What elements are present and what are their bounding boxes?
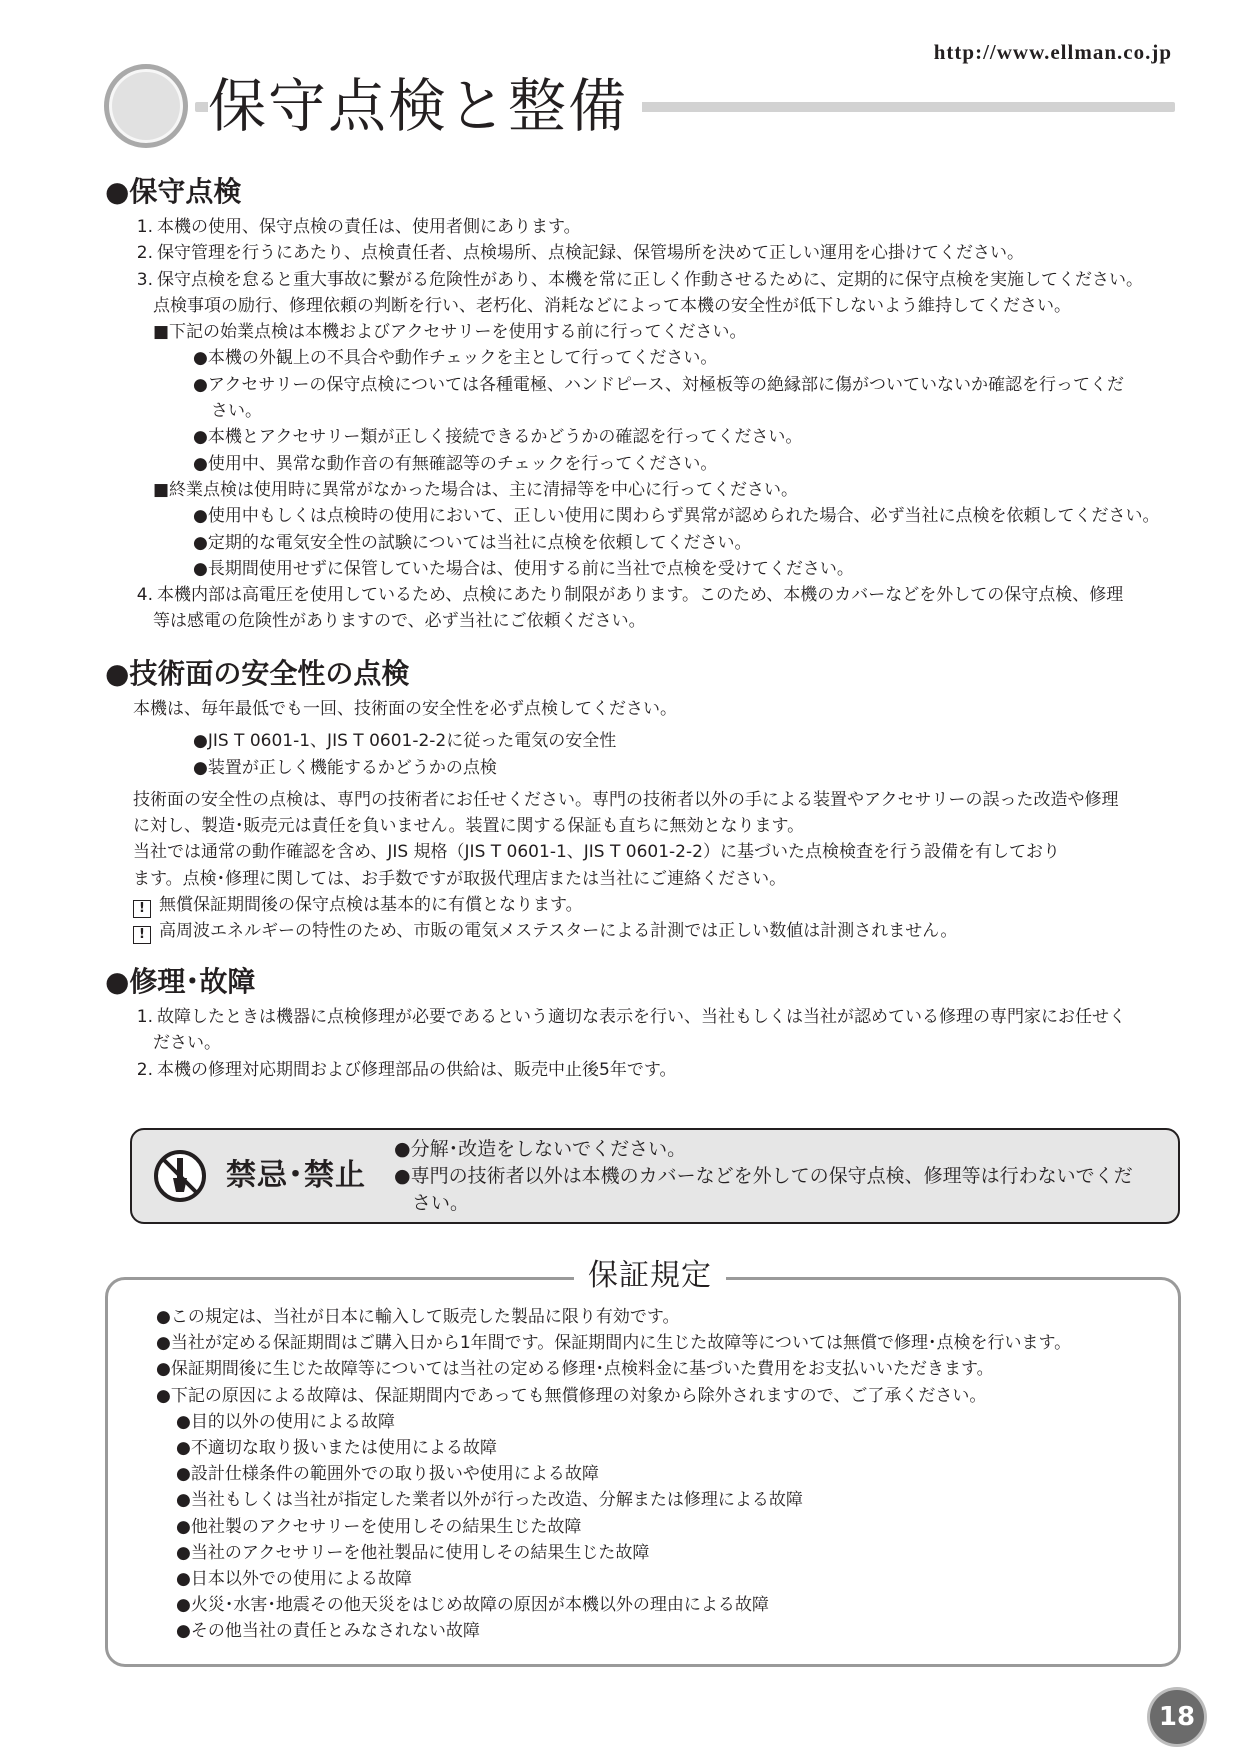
page-title: 保守点検と整備 (208, 66, 642, 146)
prohibition-box (130, 1128, 1180, 1224)
list-item: 2. 保守管理を行うにあたり、点検責任者、点検場所、点検記録、保管場所を決めて正しい運用を心掛けてください。 (136, 243, 1024, 264)
section-heading-technical-safety: ●技術面の安全性の点検 (105, 657, 410, 690)
caution-icon: ! (133, 900, 151, 918)
list-item: ●当社もしくは当社が指定した業者以外が行った改造、分解または修理による故障 (176, 1490, 803, 1511)
title-circle-icon (104, 64, 188, 148)
list-item: 4. 本機内部は高電圧を使用しているため、点検にあたり制限があります。このため、本機のカバーなどを外しての保守点検、修理 (136, 585, 1124, 606)
list-item: ●他社製のアクセサリーを使用しその結果生じた故障 (176, 1516, 582, 1537)
list-item: 3. 保守点検を怠ると重大事故に繋がる危険性があり、本機を常に正しく作動させるために、定期的に保守点検を実施してください。 (136, 269, 1143, 290)
prohibition-text (394, 1136, 1133, 1217)
list-item: ●長期間使用せずに保管していた場合は、使用する前に当社で点検を受けてください。 (193, 558, 854, 579)
list-item: ●保証期間後に生じた故障等については当社の定める修理･点検料金に基づいた費用をお支払いいただきます。 (156, 1359, 994, 1380)
list-item: ●定期的な電気安全性の試験については当社に点検を依頼してください。 (193, 532, 752, 553)
section-heading-maintenance: ●保守点検 (105, 175, 242, 208)
list-item: ●その他当社の責任とみなされない故障 (176, 1621, 480, 1642)
list-item-continuation: 点検事項の励行、修理依頼の判断を行い、老朽化、消耗などによって本機の安全性が低下しないよう維持してください。 (153, 295, 1071, 316)
list-item-continuation: さい。 (211, 401, 262, 422)
list-item-continuation: ださい。 (153, 1033, 221, 1054)
list-item: ●分解･改造をしないでください。 (394, 1138, 687, 1160)
no-disassembly-icon (152, 1148, 208, 1204)
list-item: ●設計仕様条件の範囲外での取り扱いや使用による故障 (176, 1464, 599, 1485)
list-item: ●火災･水害･地震その他天災をはじめ故障の原因が本機以外の理由による故障 (176, 1595, 769, 1616)
subheading-start-inspection: ■下記の始業点検は本機およびアクセサリーを使用する前に行ってください。 (153, 322, 747, 343)
list-item: 1. 故障したときは機器に点検修理が必要であるという適切な表示を行い、当社もしくは当社が認めている修理の専門家にお任せく (136, 1007, 1126, 1027)
list-item: ●当社のアクセサリーを他社製品に使用しその結果生じた故障 (176, 1542, 650, 1563)
list-item: ●当社が定める保証期間はご購入日から1年間です。保証期間内に生じた故障等については無償で修理･点検を行います。 (156, 1333, 1072, 1354)
caution-note: ! 無償保証期間後の保守点検は基本的に有償となります。 (105, 892, 1185, 918)
paragraph: に対し、製造･販売元は責任を負いません。装置に関する保証も直ちに無効となります。 (133, 816, 805, 837)
list-item: 1. 本機の使用、保守点検の責任は、使用者側にあります。 (136, 217, 581, 237)
list-item: ●アクセサリーの保守点検については各種電極、ハンドピース、対極板等の絶縁部に傷がついていないか確認を行ってくだ (193, 374, 1124, 395)
list-item: ●使用中もしくは点検時の使用において、正しい使用に関わらず異常が認められた場合、必ず当社に点検を依頼してください。 (193, 506, 1160, 527)
subheading-end-inspection: ■終業点検は使用時に異常がなかった場合は、主に清掃等を中心に行ってください。 (153, 479, 799, 500)
list-item: ●本機とアクセサリー類が正しく接続できるかどうかの確認を行ってください。 (193, 427, 803, 448)
section-repair (105, 962, 1185, 1083)
list-item: ●この規定は、当社が日本に輸入して販売した製品に限り有効です。 (156, 1307, 680, 1327)
list-item: ●JIS T 0601-1、JIS T 0601-2-2に従った電気の安全性 (193, 731, 617, 752)
list-item-continuation: さい。 (412, 1192, 470, 1214)
warranty-title: 保証規定 (574, 1254, 726, 1298)
list-item: ●装置が正しく機能するかどうかの点検 (193, 757, 497, 778)
paragraph: 技術面の安全性の点検は、専門の技術者にお任せください。専門の技術者以外の手による装置やアクセサリーの誤った改造や修理 (133, 789, 1119, 810)
list-item-continuation: 等は感電の危険性がありますので、必ず当社にご依頼ください。 (153, 611, 646, 632)
list-item: ●日本以外での使用による故障 (176, 1569, 412, 1590)
list-item: ●目的以外の使用による故障 (176, 1411, 395, 1432)
caution-note: ! 高周波エネルギーの特性のため、市販の電気メステスターによる計測では正しい数値は計測されません。 (105, 918, 1185, 944)
caution-icon: ! (133, 926, 151, 944)
list-item: ●本機の外観上の不具合や動作チェックを主として行ってください。 (193, 348, 718, 369)
list-item: 2. 本機の修理対応期間および修理部品の供給は、販売中止後5年です。 (136, 1059, 677, 1080)
prohibition-label: 禁忌･禁止 (226, 1158, 366, 1193)
warranty-box (105, 1258, 1181, 1667)
section-maintenance (105, 172, 1185, 635)
paragraph: 当社では通常の動作確認を含め、JIS 規格（JIS T 0601-1、JIS T 0601-2-2）に基づいた点検検査を行う設備を有しており (133, 842, 1060, 863)
list-item: ●専門の技術者以外は本機のカバーなどを外しての保守点検、修理等は行わないでくだ (394, 1165, 1133, 1187)
list-item: ●使用中、異常な動作音の有無確認等のチェックを行ってください。 (193, 453, 718, 474)
page-number-badge: 18 (1150, 1690, 1204, 1744)
paragraph: ます。点検･修理に関しては、お手数ですが取扱代理店または当社にご連絡ください。 (133, 868, 787, 889)
section-technical-safety (105, 654, 1185, 945)
warranty-body (156, 1304, 1071, 1645)
list-item: ●不適切な取り扱いまたは使用による故障 (176, 1438, 497, 1459)
website-url: http://www.ellman.co.jp (933, 40, 1172, 64)
list-item: ●下記の原因による故障は、保証期間内であっても無償修理の対象から除外されますので、ご了承ください。 (156, 1385, 987, 1406)
section-heading-repair: ●修理･故障 (105, 965, 256, 998)
paragraph: 本機は、毎年最低でも一回、技術面の安全性を必ず点検してください。 (133, 699, 677, 719)
